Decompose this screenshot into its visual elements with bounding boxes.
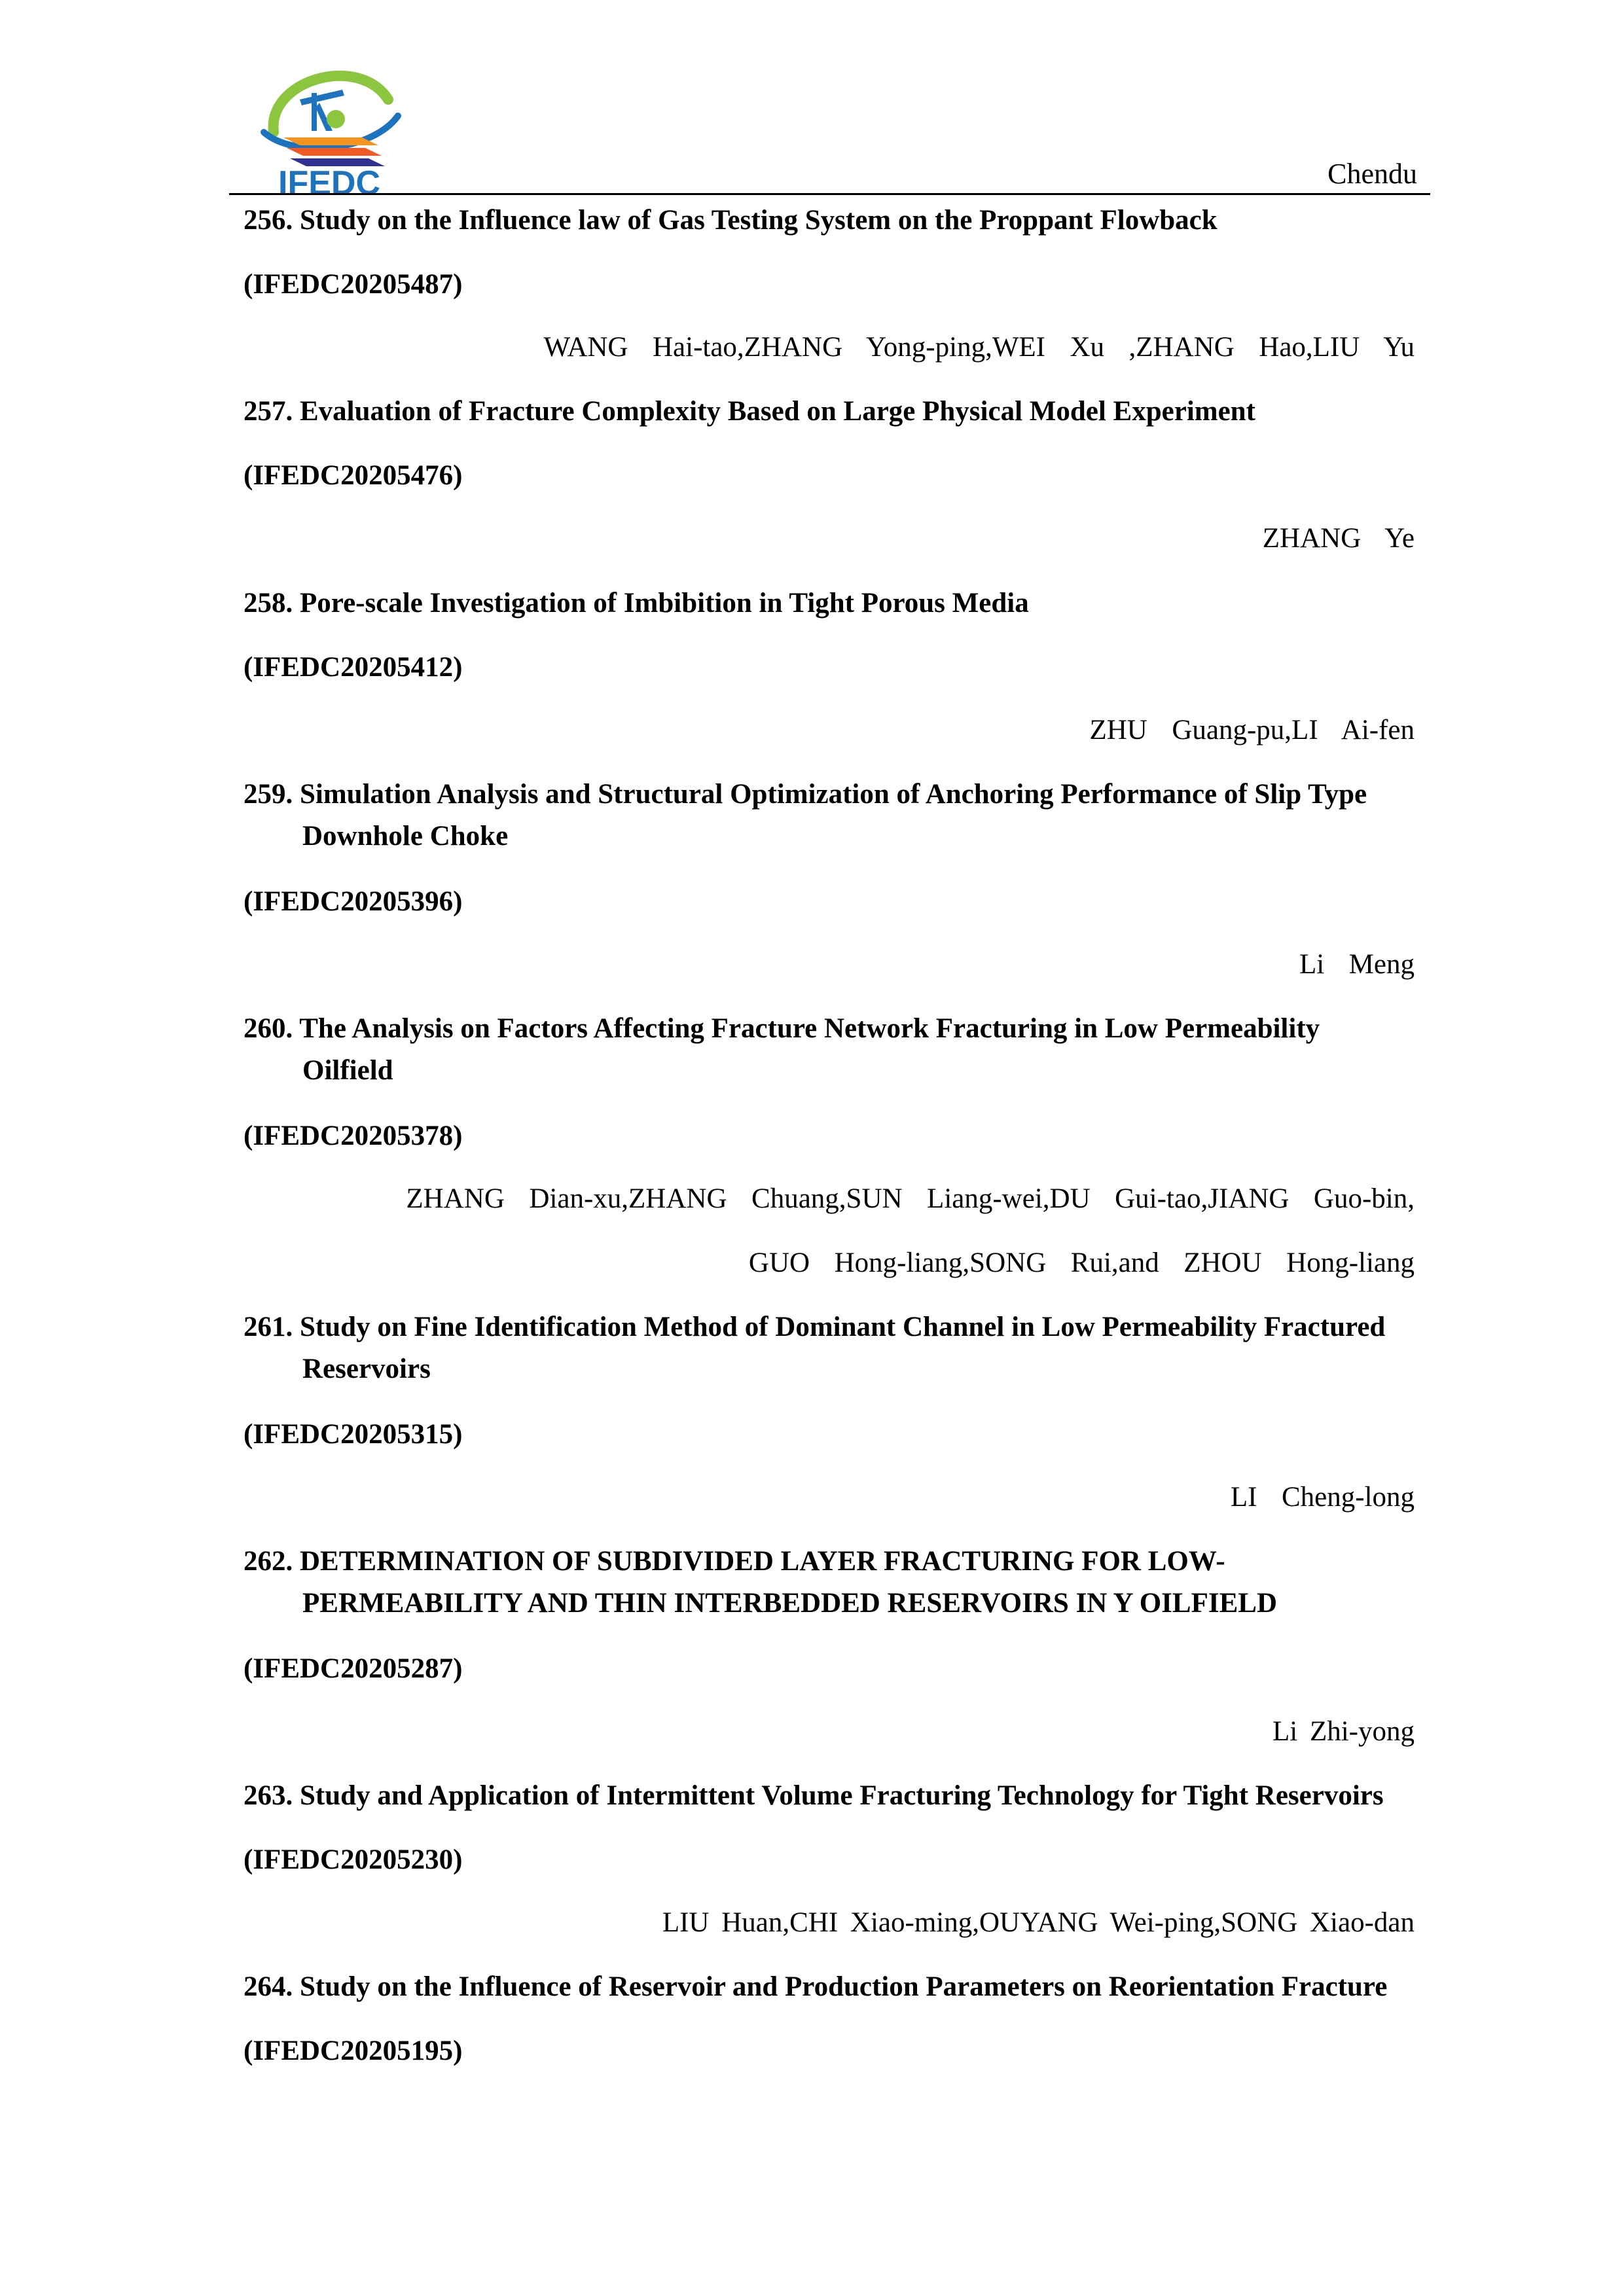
paper-title: 260. The Analysis on Factors Affecting Fracture Network Fracturing in Low Permeability Oilfield <box>244 1013 1320 1086</box>
list-item <box>244 1775 1415 1938</box>
list-item <box>244 1306 1415 1513</box>
paper-title: 263. Study and Application of Intermittent Volume Fracturing Technology for Tight Reservoirs <box>244 1780 1384 1811</box>
paper-authors-line-1: ZHANG Dian-xu,ZHANG Chuang,SUN Liang-wei,DU Gui-tao,JIANG Guo-bin, <box>406 1183 1415 1214</box>
list-item <box>244 583 1415 745</box>
list-item <box>244 1966 1415 2066</box>
paper-authors: WANG Hai-tao,ZHANG Yong-ping,WEI Xu ,ZHANG Hao,LIU Yu <box>543 332 1415 363</box>
paper-code: (IFEDC20205230) <box>244 1844 463 1875</box>
paper-code: (IFEDC20205396) <box>244 886 463 917</box>
paper-authors: Li Zhi-yong <box>1272 1716 1415 1747</box>
paper-title: 257. Evaluation of Fracture Complexity Based on Large Physical Model Experiment <box>244 396 1255 427</box>
paper-code: (IFEDC20205315) <box>244 1419 463 1450</box>
list-item <box>244 774 1415 980</box>
paper-authors: ZHANG Ye <box>1262 523 1415 554</box>
header-rule <box>229 193 1430 195</box>
paper-code: (IFEDC20205412) <box>244 652 463 683</box>
paper-authors: Li Meng <box>1299 949 1415 980</box>
paper-code: (IFEDC20205195) <box>244 2036 463 2066</box>
paper-code: (IFEDC20205487) <box>244 269 463 300</box>
list-item <box>244 200 1415 363</box>
paper-code: (IFEDC20205287) <box>244 1653 463 1684</box>
paper-code: (IFEDC20205378) <box>244 1121 463 1151</box>
running-head: Chendu <box>1327 158 1417 190</box>
list-item <box>244 391 1415 554</box>
ifedc-logo <box>254 54 405 199</box>
paper-authors: ZHU Guang-pu,LI Ai-fen <box>1089 715 1415 745</box>
paper-title: 261. Study on Fine Identification Method of Dominant Channel in Low Permeability Fractured Reservoirs <box>244 1312 1386 1384</box>
paper-code: (IFEDC20205476) <box>244 460 463 491</box>
list-item <box>244 1008 1415 1278</box>
paper-authors-line-2: GUO Hong-liang,SONG Rui,and ZHOU Hong-liang <box>748 1247 1415 1278</box>
ifedc-logo-icon <box>254 54 405 199</box>
svg-text:IFEDC: IFEDC <box>278 164 380 199</box>
paper-title: 256. Study on the Influence law of Gas Testing System on the Proppant Flowback <box>244 205 1218 236</box>
paper-title: 258. Pore-scale Investigation of Imbibition in Tight Porous Media <box>244 588 1029 619</box>
paper-title: 264. Study on the Influence of Reservoir and Production Parameters on Reorientation Fracture <box>244 1971 1388 2002</box>
list-item <box>244 1541 1415 1747</box>
paper-authors: LIU Huan,CHI Xiao-ming,OUYANG Wei-ping,SONG Xiao-dan <box>662 1907 1415 1938</box>
paper-authors: LI Cheng-long <box>1230 1482 1415 1513</box>
paper-title: 259. Simulation Analysis and Structural Optimization of Anchoring Performance of Slip Type Downhole Choke <box>244 779 1367 852</box>
paper-title: 262. DETERMINATION OF SUBDIVIDED LAYER FRACTURING FOR LOW-PERMEABILITY AND THIN INTERBEDDED RESERVOIRS IN Y OILFIELD <box>244 1546 1278 1619</box>
